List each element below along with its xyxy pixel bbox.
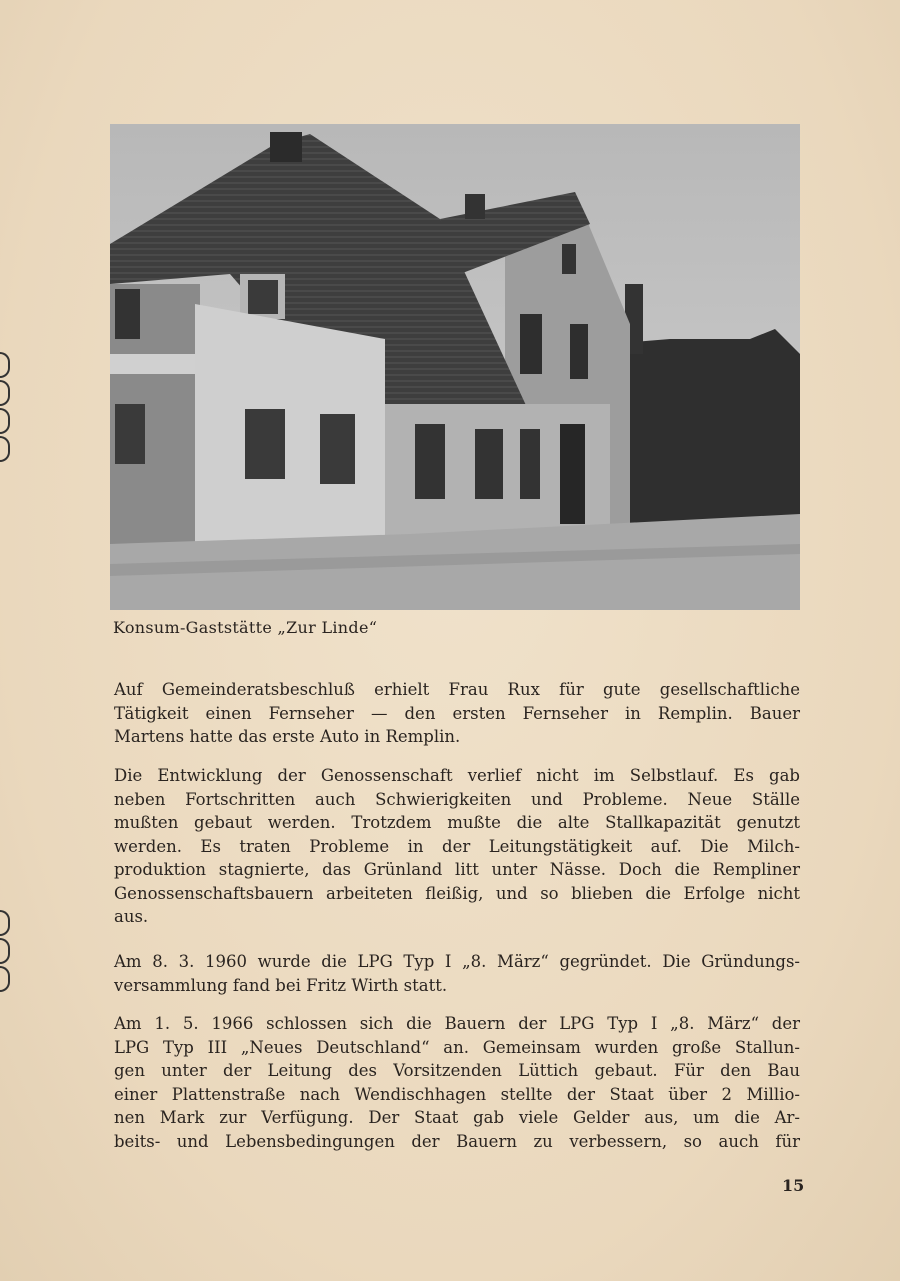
text-line: versammlung fand bei Fritz Wirth statt. — [114, 975, 448, 995]
text-line: nen Mark zur Verfügung. Der Staat gab viele Gelder aus, um die Ar- — [114, 1108, 800, 1127]
text-line: produktion stagnierte, das Grünland litt unter Nässe. Doch die Rempliner — [114, 860, 800, 879]
text-line: werden. Es traten Probleme in der Leitungstätigkeit auf. Die Milch- — [114, 836, 800, 856]
paragraph — [114, 764, 800, 929]
binding-ring — [0, 910, 10, 936]
text-line: Am 8. 3. 1960 wurde die LPG Typ I „8. März“ gegründet. Die Gründungs- — [114, 952, 800, 971]
paragraph — [114, 1012, 800, 1153]
text-line: LPG Typ III „Neues Deutschland“ an. Gemeinsam wurden große Stallun- — [114, 1037, 800, 1057]
paragraph — [114, 950, 800, 997]
text-line: gen unter der Leitung des Vorsitzenden Lüttich gebaut. Für den Bau — [114, 1061, 800, 1080]
binding-ring — [0, 408, 10, 434]
text-line: Die Entwicklung der Genossenschaft verlief nicht im Selbstlauf. Es gab — [114, 766, 800, 785]
paragraph — [114, 678, 800, 749]
text-line: neben Fortschritten auch Schwierigkeiten und Probleme. Neue Ställe — [114, 789, 800, 809]
photo-caption: Konsum-Gaststätte „Zur Linde“ — [113, 618, 378, 637]
binding-ring — [0, 938, 10, 964]
page-number: 15 — [782, 1176, 805, 1195]
text-line: Martens hatte das erste Auto in Remplin. — [114, 727, 461, 746]
text-line: aus. — [114, 907, 149, 926]
binding-ring — [0, 352, 10, 378]
text-line: Auf Gemeinderatsbeschluß erhielt Frau Rux für gute gesellschaftliche — [114, 680, 800, 699]
text-line: mußten gebaut werden. Trotzdem mußte die alte Stallkapazität genutzt — [114, 813, 800, 832]
text-line: Genossenschaftsbauern arbeiteten fleißig, und so blieben die Erfolge nicht — [114, 883, 800, 903]
text-line: Tätigkeit einen Fernseher — den ersten Fernseher in Remplin. Bauer — [114, 703, 800, 723]
text-line: beits- und Lebensbedingungen der Bauern zu verbessern, so auch für — [114, 1131, 800, 1151]
binding-ring — [0, 380, 10, 406]
building-photo — [110, 124, 800, 610]
binding-ring — [0, 436, 10, 462]
text-line: Am 1. 5. 1966 schlossen sich die Bauern der LPG Typ I „8. März“ der — [114, 1014, 800, 1033]
text-line: einer Plattenstraße nach Wendischhagen stellte der Staat über 2 Millio- — [114, 1084, 800, 1104]
binding-ring — [0, 966, 10, 992]
